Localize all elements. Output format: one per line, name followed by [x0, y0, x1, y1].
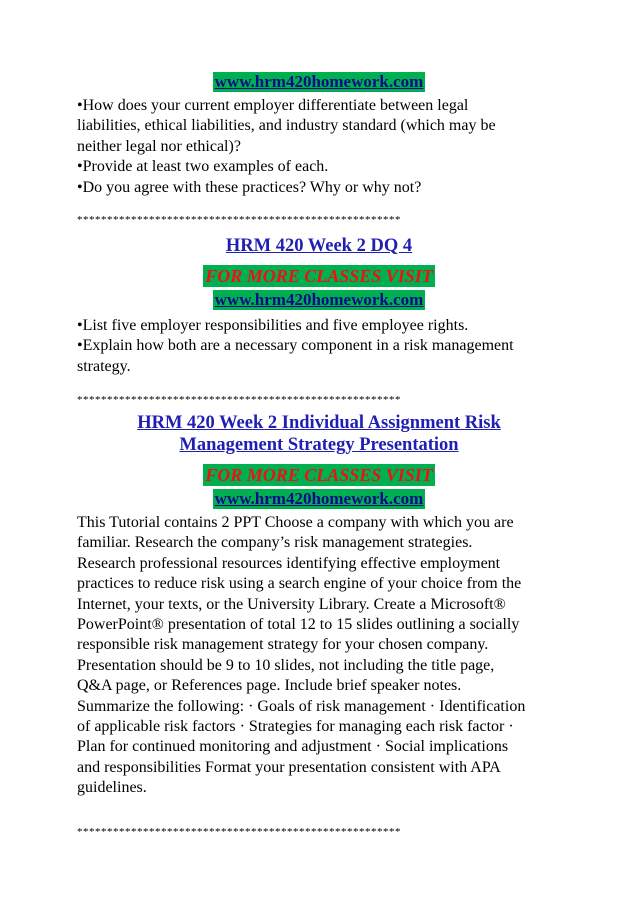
section-title-line2[interactable]: Management Strategy Presentation	[179, 435, 459, 455]
separator: ******************************************************	[77, 826, 401, 838]
text-line: This Tutorial contains 2 PPT Choose a company with which you are	[77, 514, 514, 531]
text-line: •How does your current employer differentiate between legal	[77, 97, 469, 114]
separator: ******************************************************	[77, 214, 401, 226]
text-line: guidelines.	[77, 779, 147, 797]
text-line: Presentation should be 9 to 10 slides, not including the title page,	[77, 656, 495, 674]
site-link[interactable]: www.hrm420homework.com	[214, 290, 424, 309]
text-line: neither legal nor ethical)?	[77, 137, 241, 155]
text-line: practices to reduce risk using a search engine of your choice from the	[77, 575, 522, 593]
text-line: •Provide at least two examples of each.	[77, 158, 329, 176]
section-title-line1[interactable]: HRM 420 Week 2 Individual Assignment Risk	[137, 413, 501, 433]
section-title[interactable]: HRM 420 Week 2 DQ 4	[225, 236, 413, 256]
text-line: responsible risk management strategy for your chosen company.	[77, 636, 489, 654]
visit-row	[0, 464, 638, 486]
site-link[interactable]: www.hrm420homework.com	[214, 72, 424, 91]
separator: ******************************************************	[77, 394, 401, 406]
site-link[interactable]: www.hrm420homework.com	[214, 489, 424, 508]
text-line: PowerPoint® presentation of total 12 to 15 slides outlining a socially	[77, 616, 520, 634]
text-line: of applicable risk factors · Strategies for managing each risk factor ·	[77, 718, 514, 736]
text-line: strategy.	[77, 357, 131, 375]
visit-row	[0, 265, 638, 287]
link-row	[0, 489, 638, 509]
text-line: •Do you agree with these practices? Why or why not?	[77, 178, 422, 196]
link-row	[0, 290, 638, 310]
tutorial-description	[77, 513, 557, 799]
question-block	[77, 96, 557, 198]
top-link-row	[0, 72, 638, 92]
question-block	[77, 316, 557, 377]
text-line: familiar. Research the company’s risk management strategies.	[77, 534, 473, 552]
text-line: Plan for continued monitoring and adjustment · Social implications	[77, 738, 509, 756]
text-line: and responsibilities Format your presentation consistent with APA	[77, 758, 501, 776]
text-line: liabilities, ethical liabilities, and industry standard (which may be	[77, 117, 496, 135]
text-line: Research professional resources identifying effective employment	[77, 554, 501, 572]
text-line: Internet, your texts, or the University Library. Create a Microsoft®	[77, 595, 506, 613]
text-line: Q&A page, or References page. Include brief speaker notes.	[77, 677, 462, 695]
visit-banner: FOR MORE CLASSES VISIT	[205, 465, 433, 485]
visit-banner: FOR MORE CLASSES VISIT	[205, 266, 433, 286]
text-line: •Explain how both are a necessary component in a risk management	[77, 337, 514, 355]
text-line: •List five employer responsibilities and five employee rights.	[77, 317, 469, 334]
text-line: Summarize the following: · Goals of risk management · Identification	[77, 697, 526, 715]
